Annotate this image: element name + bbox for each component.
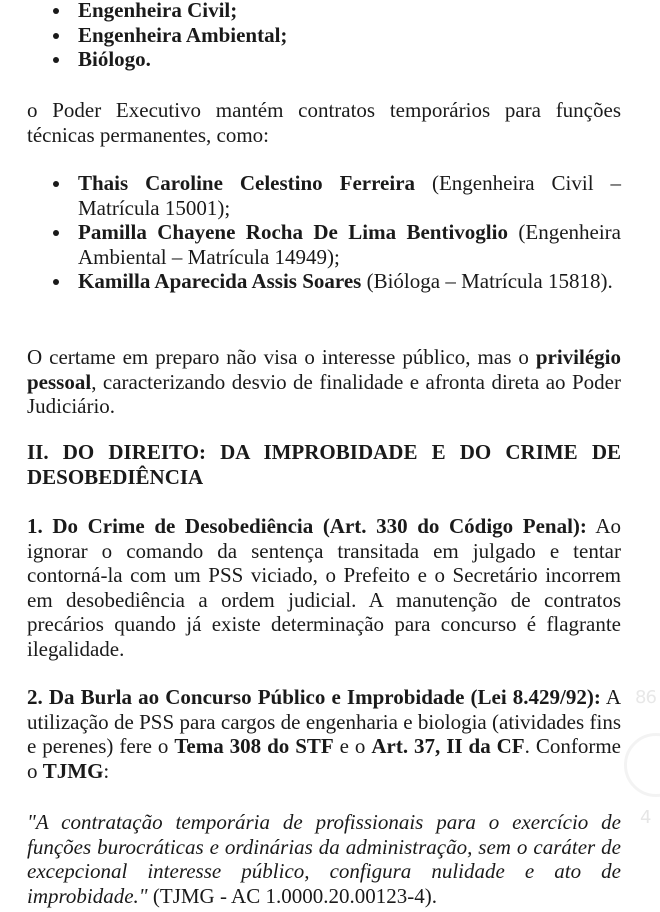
bullet-icon bbox=[53, 33, 59, 39]
list-item: Kamilla Aparecida Assis Soares (Bióloga – Matrícula 15818). bbox=[27, 269, 621, 294]
bullet-icon bbox=[53, 8, 59, 14]
quote-tjmg: "A contratação temporária de profissionais para o exercício de funções burocráticas e ordinárias da administração, sem o caráter de excepcional interesse público, configura nulidade e ato de improbidade." (TJMG - AC 1.0000.20.00123-4). bbox=[27, 810, 621, 908]
like-icon[interactable] bbox=[624, 590, 660, 647]
list-item: Thais Caroline Celestino Ferreira (Engenheira Civil – Matrícula 15001); bbox=[27, 171, 621, 220]
list-item: Pamilla Chayene Rocha De Lima Bentivoglio (Engenheira Ambiental – Matrícula 14949); bbox=[27, 220, 621, 269]
list-item: Engenheira Civil; bbox=[27, 0, 621, 23]
item-burla-concurso: 2. Da Burla ao Concurso Público e Improbidade (Lei 8.429/92): A utilização de PSS para cargos de engenharia e biologia (atividades fins e perenes) fere o Tema 308 do STF e o Art. 37, II da CF. Conforme o TJMG: bbox=[27, 685, 622, 783]
item-crime-desobediencia: 1. Do Crime de Desobediência (Art. 330 do Código Penal): Ao ignorar o comando da sentença transitada em julgado e tentar contorná-la com um PSS viciado, o Prefeito e o Secretário incorrem em desobediência a ordem judicial. A manutenção de contratos precários quando já existe determinação para concurso é flagrante ilegalidade. bbox=[27, 514, 622, 661]
role-list bbox=[27, 0, 621, 72]
list-item: Engenheira Ambiental; bbox=[27, 23, 621, 48]
contract-list bbox=[27, 171, 621, 294]
bullet-icon bbox=[53, 279, 59, 285]
section-heading: II. DO DIREITO: DA IMPROBIDADE E DO CRIME DE DESOBEDIÊNCIA bbox=[27, 440, 621, 489]
paragraph-executivo: o Poder Executivo mantém contratos temporários para funções técnicas permanentes, como: bbox=[27, 98, 621, 147]
bullet-icon bbox=[53, 57, 59, 63]
like-count: 86 bbox=[635, 687, 656, 708]
bullet-icon bbox=[53, 181, 59, 187]
record-circle-icon[interactable] bbox=[624, 733, 660, 797]
paragraph-certame: O certame em preparo não visa o interesse público, mas o privilégio pessoal, caracterizando desvio de finalidade e afronta direta ao Poder Judiciário. bbox=[27, 345, 621, 418]
overlay-number: 4 bbox=[640, 807, 652, 828]
list-item: Biólogo. bbox=[27, 47, 621, 72]
bullet-icon bbox=[53, 230, 59, 236]
